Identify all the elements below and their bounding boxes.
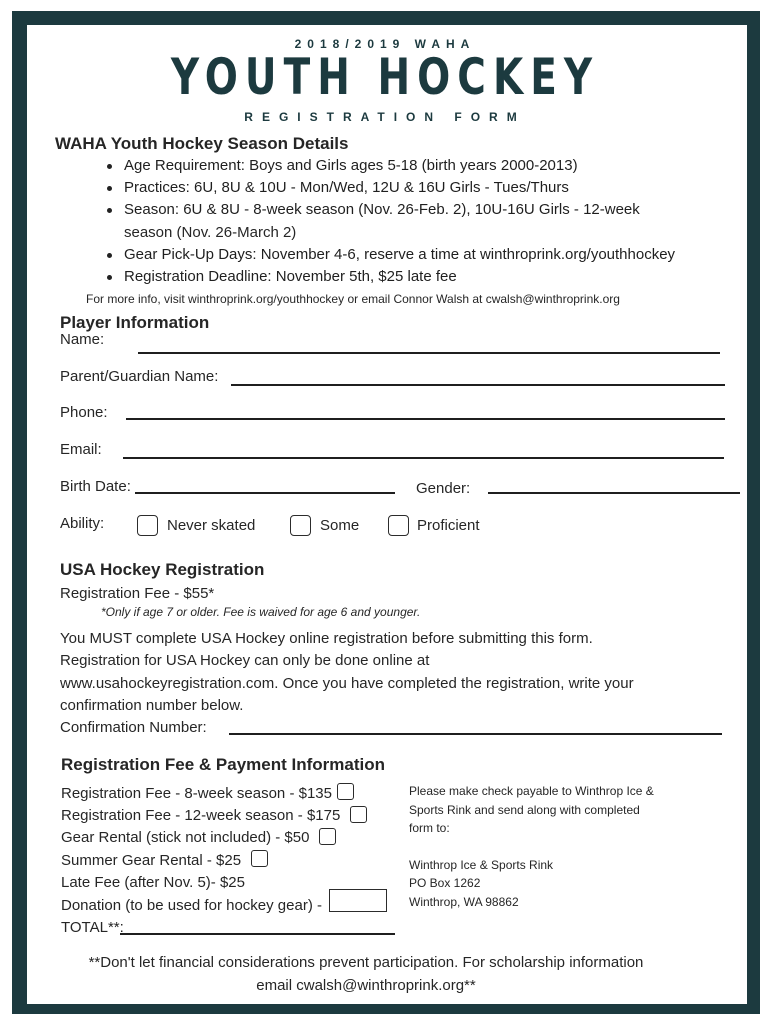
list-item: Practices: 6U, 8U & 10U - Mon/Wed, 12U & 16U Girls - Tues/Thurs (105, 177, 640, 199)
name-label: Name: (60, 331, 105, 348)
season-year-subtitle: 2018/2019 WAHA (294, 37, 476, 51)
address-line: PO Box 1262 (409, 876, 481, 890)
fee-item-summer-gear: Summer Gear Rental - $25 (61, 852, 242, 869)
ability-some-checkbox[interactable] (290, 515, 311, 536)
fee-item-8week: Registration Fee - 8-week season - $135 (61, 785, 332, 802)
birth-date-field[interactable] (135, 492, 395, 494)
season-details-list (105, 155, 640, 221)
parent-field[interactable] (231, 384, 725, 386)
usa-fee-text: Registration Fee - $55* (60, 585, 215, 602)
usa-fee-note: *Only if age 7 or older. Fee is waived for age 6 and younger. (101, 605, 421, 619)
usa-hockey-heading: USA Hockey Registration (60, 560, 265, 579)
season-details-continuation: season (Nov. 26-March 2) (124, 224, 297, 241)
phone-label: Phone: (60, 404, 108, 421)
season-details-heading: WAHA Youth Hockey Season Details (55, 134, 349, 153)
email-label: Email: (60, 441, 102, 458)
list-item: Gear Pick-Up Days: November 4-6, reserve a time at winthroprink.org/youthhockey (105, 244, 675, 266)
ability-never-checkbox[interactable] (137, 515, 158, 536)
list-item: Registration Deadline: November 5th, $25 late fee (105, 266, 675, 288)
ability-label: Ability: (60, 515, 105, 532)
usa-paragraph-line: www.usahockeyregistration.com. Once you have completed the registration, write your (60, 675, 634, 692)
fee-item-12week: Registration Fee - 12-week season - $175 (61, 807, 341, 824)
scholarship-note: **Don't let financial considerations prevent participation. For scholarship information (88, 954, 644, 971)
more-info-text: For more info, visit winthroprink.org/youthhockey or email Connor Walsh at cwalsh@winthroprink.org (86, 292, 620, 306)
birth-date-label: Birth Date: (60, 478, 131, 495)
gender-label: Gender: (416, 480, 471, 497)
address-line: Winthrop Ice & Sports Rink (409, 858, 554, 872)
fee-item-donation: Donation (to be used for hockey gear) - (61, 897, 322, 914)
address-line: Winthrop, WA 98862 (409, 895, 519, 909)
check-info-line: form to: (409, 821, 450, 835)
player-info-heading: Player Information (60, 313, 210, 332)
check-info-line: Please make check payable to Winthrop Ice & (409, 784, 654, 798)
confirmation-field[interactable] (229, 733, 722, 735)
total-label: TOTAL**: (61, 919, 124, 936)
gear-rental-checkbox[interactable] (319, 828, 336, 845)
parent-label: Parent/Guardian Name: (60, 368, 219, 385)
confirmation-label: Confirmation Number: (60, 719, 207, 736)
scholarship-email: email cwalsh@winthroprink.org** (256, 977, 476, 994)
payment-heading: Registration Fee & Payment Information (61, 755, 385, 774)
summer-gear-checkbox[interactable] (251, 850, 268, 867)
phone-field[interactable] (126, 418, 725, 420)
page-title: YOUTH HOCKEY (170, 48, 600, 106)
list-item: Season: 6U & 8U - 8-week season (Nov. 26-Feb. 2), 10U-16U Girls - 12-week (105, 199, 640, 221)
fee-12week-checkbox[interactable] (350, 806, 367, 823)
email-field[interactable] (123, 457, 724, 459)
gender-field[interactable] (488, 492, 740, 494)
name-field[interactable] (138, 352, 720, 354)
usa-paragraph-line: Registration for USA Hockey can only be done online at (60, 652, 430, 669)
usa-paragraph-line: You MUST complete USA Hockey online registration before submitting this form. (60, 630, 593, 647)
fee-item-gear-rental: Gear Rental (stick not included) - $50 (61, 829, 310, 846)
check-info-line: Sports Rink and send along with completed (409, 803, 640, 817)
ability-never-label: Never skated (167, 517, 256, 534)
ability-proficient-checkbox[interactable] (388, 515, 409, 536)
ability-some-label: Some (320, 517, 360, 534)
usa-paragraph-line: confirmation number below. (60, 697, 244, 714)
fee-item-late-fee: Late Fee (after Nov. 5)- $25 (61, 874, 245, 891)
ability-proficient-label: Proficient (417, 517, 480, 534)
total-field[interactable] (120, 933, 395, 935)
form-subtitle: REGISTRATION FORM (244, 110, 526, 124)
donation-amount-field[interactable] (329, 889, 387, 912)
list-item: Age Requirement: Boys and Girls ages 5-18 (birth years 2000-2013) (105, 155, 640, 177)
season-details-list-2 (105, 244, 675, 288)
fee-8week-checkbox[interactable] (337, 783, 354, 800)
